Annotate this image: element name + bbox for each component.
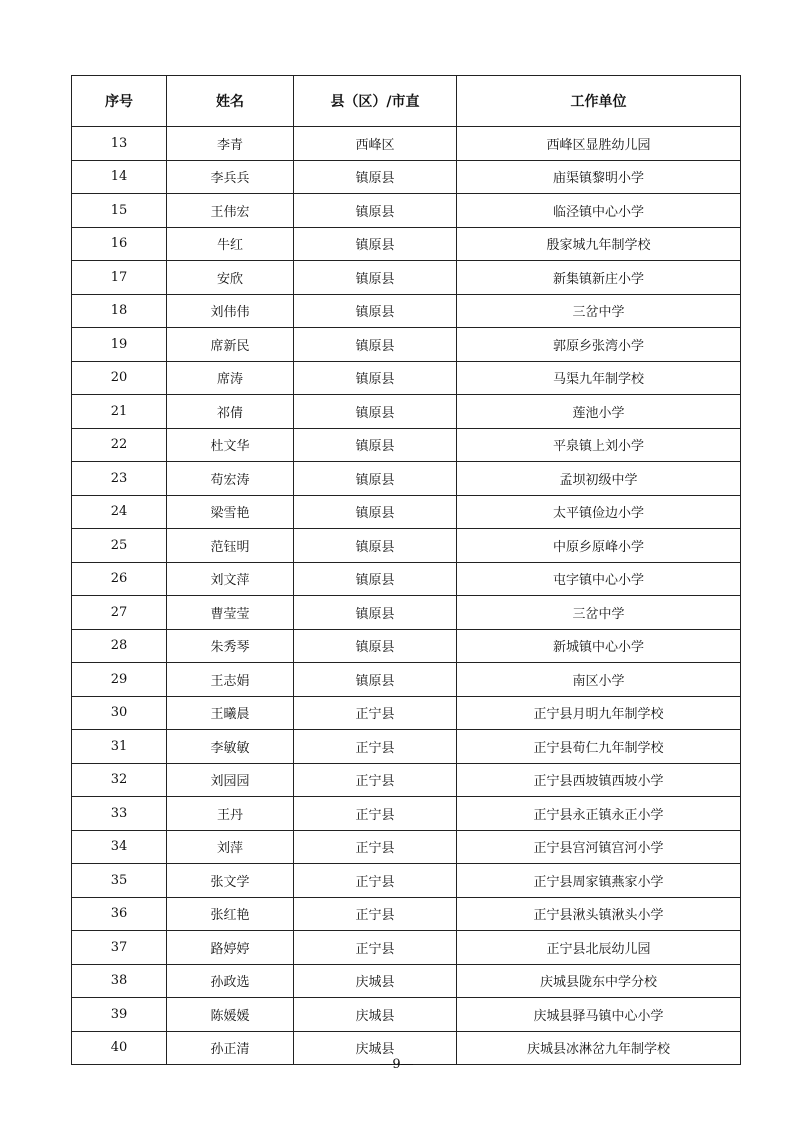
header-serial-number: 序号 [72,76,167,127]
cell-name: 梁雪艳 [167,495,294,529]
cell-work-unit: 西峰区显胜幼儿园 [457,127,741,161]
table-row [72,864,741,898]
cell-work-unit: 庙渠镇黎明小学 [457,160,741,194]
table-row [72,596,741,630]
cell-name: 安欣 [167,261,294,295]
cell-county: 镇原县 [294,663,457,697]
cell-county: 西峰区 [294,127,457,161]
cell-name: 席新民 [167,328,294,362]
header-row [72,76,741,127]
cell-name: 杜文华 [167,428,294,462]
cell-county: 镇原县 [294,361,457,395]
cell-serial-number: 38 [72,964,167,998]
table-row [72,763,741,797]
cell-county: 镇原县 [294,227,457,261]
cell-serial-number: 32 [72,763,167,797]
cell-county: 正宁县 [294,730,457,764]
table-row [72,462,741,496]
cell-work-unit: 殷家城九年制学校 [457,227,741,261]
table-row [72,629,741,663]
cell-work-unit: 太平镇俭边小学 [457,495,741,529]
cell-name: 李敏敏 [167,730,294,764]
cell-name: 刘萍 [167,830,294,864]
cell-county: 镇原县 [294,328,457,362]
cell-work-unit: 新城镇中心小学 [457,629,741,663]
cell-work-unit: 平泉镇上刘小学 [457,428,741,462]
cell-serial-number: 29 [72,663,167,697]
table-row [72,194,741,228]
cell-work-unit: 南区小学 [457,663,741,697]
table-body [72,127,741,1065]
table-row [72,160,741,194]
cell-work-unit: 正宁县西坡镇西坡小学 [457,763,741,797]
cell-serial-number: 30 [72,696,167,730]
cell-county: 正宁县 [294,864,457,898]
cell-name: 刘园园 [167,763,294,797]
cell-name: 李青 [167,127,294,161]
table-row [72,696,741,730]
cell-serial-number: 21 [72,395,167,429]
cell-work-unit: 庆城县陇东中学分校 [457,964,741,998]
cell-county: 镇原县 [294,596,457,630]
cell-name: 牛红 [167,227,294,261]
cell-serial-number: 23 [72,462,167,496]
page-number: —9— [379,1057,414,1072]
cell-county: 正宁县 [294,897,457,931]
table-row [72,495,741,529]
cell-work-unit: 屯字镇中心小学 [457,562,741,596]
header-work-unit: 工作单位 [457,76,741,127]
cell-work-unit: 正宁县永正镇永正小学 [457,797,741,831]
cell-serial-number: 13 [72,127,167,161]
cell-county: 正宁县 [294,797,457,831]
cell-work-unit: 临泾镇中心小学 [457,194,741,228]
cell-county: 镇原县 [294,261,457,295]
cell-name: 席涛 [167,361,294,395]
cell-work-unit: 新集镇新庄小学 [457,261,741,295]
table-row [72,730,741,764]
table-row [72,897,741,931]
cell-county: 庆城县 [294,964,457,998]
cell-work-unit: 庆城县冰淋岔九年制学校 [457,1031,741,1065]
table-row [72,931,741,965]
cell-work-unit: 正宁县宫河镇宫河小学 [457,830,741,864]
cell-work-unit: 三岔中学 [457,596,741,630]
cell-work-unit: 莲池小学 [457,395,741,429]
cell-serial-number: 34 [72,830,167,864]
cell-serial-number: 15 [72,194,167,228]
table-row [72,294,741,328]
cell-serial-number: 18 [72,294,167,328]
cell-county: 庆城县 [294,1031,457,1065]
cell-name: 刘伟伟 [167,294,294,328]
cell-name: 祁倩 [167,395,294,429]
cell-serial-number: 31 [72,730,167,764]
table-row [72,562,741,596]
cell-county: 庆城县 [294,998,457,1032]
cell-serial-number: 27 [72,596,167,630]
cell-name: 王曦晨 [167,696,294,730]
header-name: 姓名 [167,76,294,127]
cell-name: 朱秀琴 [167,629,294,663]
cell-county: 镇原县 [294,428,457,462]
cell-serial-number: 19 [72,328,167,362]
cell-serial-number: 26 [72,562,167,596]
cell-county: 镇原县 [294,495,457,529]
table-row [72,797,741,831]
table-row [72,328,741,362]
cell-work-unit: 正宁县荀仁九年制学校 [457,730,741,764]
cell-name: 张文学 [167,864,294,898]
cell-name: 陈媛媛 [167,998,294,1032]
cell-name: 苟宏涛 [167,462,294,496]
cell-county: 镇原县 [294,529,457,563]
cell-work-unit: 中原乡原峰小学 [457,529,741,563]
cell-work-unit: 三岔中学 [457,294,741,328]
cell-serial-number: 16 [72,227,167,261]
cell-work-unit: 正宁县北辰幼儿园 [457,931,741,965]
table-row [72,261,741,295]
cell-name: 王丹 [167,797,294,831]
cell-name: 刘文萍 [167,562,294,596]
cell-name: 范钰明 [167,529,294,563]
cell-serial-number: 25 [72,529,167,563]
cell-work-unit: 正宁县周家镇燕家小学 [457,864,741,898]
cell-county: 镇原县 [294,629,457,663]
cell-county: 正宁县 [294,763,457,797]
cell-county: 镇原县 [294,294,457,328]
cell-name: 孙政选 [167,964,294,998]
cell-name: 王志娟 [167,663,294,697]
cell-work-unit: 庆城县驿马镇中心小学 [457,998,741,1032]
cell-work-unit: 正宁县月明九年制学校 [457,696,741,730]
cell-serial-number: 36 [72,897,167,931]
table-row [72,395,741,429]
cell-name: 路婷婷 [167,931,294,965]
cell-serial-number: 20 [72,361,167,395]
table-row [72,529,741,563]
cell-name: 孙正清 [167,1031,294,1065]
cell-county: 正宁县 [294,931,457,965]
cell-name: 王伟宏 [167,194,294,228]
cell-serial-number: 24 [72,495,167,529]
cell-county: 正宁县 [294,830,457,864]
cell-county: 镇原县 [294,395,457,429]
table-header [72,76,741,127]
roster-table [71,75,741,1065]
cell-county: 镇原县 [294,462,457,496]
cell-work-unit: 郭原乡张湾小学 [457,328,741,362]
cell-work-unit: 孟坝初级中学 [457,462,741,496]
cell-name: 张红艳 [167,897,294,931]
table-row [72,227,741,261]
cell-serial-number: 37 [72,931,167,965]
cell-county: 镇原县 [294,194,457,228]
table-row [72,964,741,998]
table-row [72,428,741,462]
cell-county: 正宁县 [294,696,457,730]
cell-serial-number: 39 [72,998,167,1032]
table-row [72,127,741,161]
cell-serial-number: 28 [72,629,167,663]
cell-work-unit: 正宁县湫头镇湫头小学 [457,897,741,931]
cell-serial-number: 17 [72,261,167,295]
cell-name: 曹莹莹 [167,596,294,630]
cell-name: 李兵兵 [167,160,294,194]
cell-county: 镇原县 [294,160,457,194]
table-row [72,830,741,864]
cell-serial-number: 40 [72,1031,167,1065]
cell-county: 镇原县 [294,562,457,596]
table-row [72,663,741,697]
cell-serial-number: 33 [72,797,167,831]
cell-serial-number: 22 [72,428,167,462]
cell-work-unit: 马渠九年制学校 [457,361,741,395]
cell-serial-number: 14 [72,160,167,194]
header-county: 县（区）/市直 [294,76,457,127]
cell-serial-number: 35 [72,864,167,898]
table-row [72,998,741,1032]
table-row [72,361,741,395]
